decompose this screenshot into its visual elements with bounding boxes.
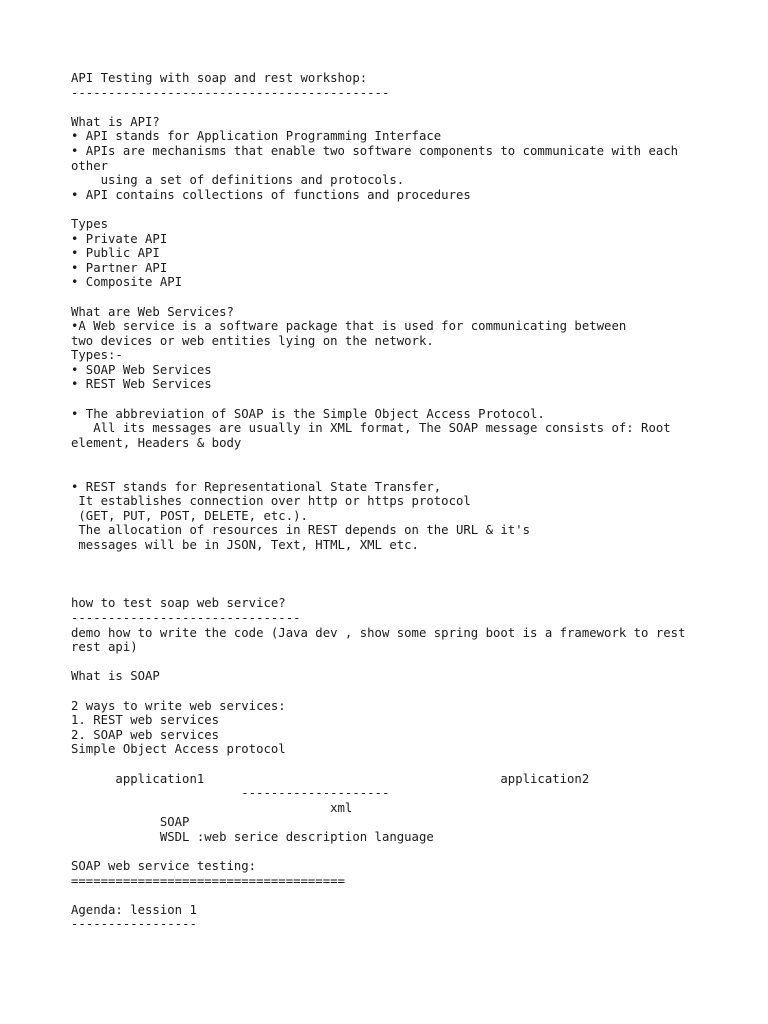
- text-line: [71, 684, 711, 699]
- bullet-line: • Composite API: [71, 275, 183, 290]
- bullet-line: • API stands for Application Programming Interface: [71, 129, 442, 144]
- section-heading: What is SOAP: [71, 669, 160, 684]
- text-line: two devices or web entities lying on the network.: [71, 333, 434, 348]
- diagram-line: SOAP: [71, 815, 190, 830]
- text-line: All its messages are usually in XML format, The SOAP message consists of: Root: [71, 421, 671, 436]
- document-page: [71, 71, 711, 932]
- numbered-item: 2. SOAP web services: [71, 727, 220, 742]
- section-heading: Types: [71, 216, 109, 231]
- text-line: [71, 392, 711, 407]
- heading-underline: -----------------: [71, 917, 197, 932]
- bullet-line: • SOAP Web Services: [71, 362, 212, 377]
- section-heading: What are Web Services?: [71, 304, 234, 319]
- text-line: (GET, PUT, POST, DELETE, etc.).: [71, 508, 308, 523]
- text-line: using a set of definitions and protocols.: [71, 173, 405, 188]
- heading-underline: -------------------------------: [71, 610, 301, 625]
- text-line: [71, 582, 711, 597]
- text-line: [71, 290, 711, 305]
- section-heading: how to test soap web service?: [71, 596, 286, 611]
- text-line: element, Headers & body: [71, 435, 242, 450]
- bullet-line: • Private API: [71, 231, 168, 246]
- text-line: [71, 844, 711, 859]
- text-line: Simple Object Access protocol: [71, 742, 286, 757]
- text-line: other: [71, 158, 109, 173]
- bullet-line: • Partner API: [71, 260, 168, 275]
- bullet-line: • The abbreviation of SOAP is the Simple Object Access Protocol.: [71, 406, 545, 421]
- diagram-line: --------------------: [71, 786, 390, 801]
- section-heading: What is API?: [71, 114, 160, 129]
- bullet-line: •A Web service is a software package that is used for communicating between: [71, 319, 627, 334]
- text-line: [71, 567, 711, 582]
- numbered-item: 1. REST web services: [71, 713, 220, 728]
- text-line: [71, 100, 711, 115]
- text-line: [71, 888, 711, 903]
- bullet-line: • REST Web Services: [71, 377, 212, 392]
- bullet-line: • API contains collections of functions and procedures: [71, 187, 471, 202]
- text-line: It establishes connection over http or https protocol: [71, 494, 471, 509]
- text-line: [71, 450, 711, 465]
- title-underline: -------------------------------------------: [71, 85, 390, 100]
- bullet-line: • APIs are mechanisms that enable two software components to communicate with each: [71, 143, 679, 158]
- section-heading: Types:-: [71, 348, 123, 363]
- bullet-line: • REST stands for Representational State Transfer,: [71, 479, 442, 494]
- text-line: [71, 757, 711, 772]
- diagram-line: application1 application2: [71, 771, 590, 786]
- bullet-line: • Public API: [71, 246, 160, 261]
- text-line: The allocation of resources in REST depends on the URL & it's: [71, 523, 531, 538]
- text-line: [71, 655, 711, 670]
- diagram-line: xml: [71, 800, 353, 815]
- heading-underline: =====================================: [71, 873, 345, 888]
- text-line: demo how to write the code (Java dev , show some spring boot is a framework to rest: [71, 625, 686, 640]
- section-heading: 2 ways to write web services:: [71, 698, 286, 713]
- section-heading: Agenda: lession 1: [71, 902, 197, 917]
- text-line: [71, 465, 711, 480]
- document-title: API Testing with soap and rest workshop:: [71, 71, 368, 85]
- text-line: messages will be in JSON, Text, HTML, XML etc.: [71, 538, 419, 552]
- text-line: [71, 553, 711, 568]
- text-line: rest api): [71, 640, 138, 655]
- section-heading: SOAP web service testing:: [71, 859, 257, 874]
- text-line: [71, 202, 711, 217]
- diagram-line: WSDL :web serice description language: [71, 829, 434, 844]
